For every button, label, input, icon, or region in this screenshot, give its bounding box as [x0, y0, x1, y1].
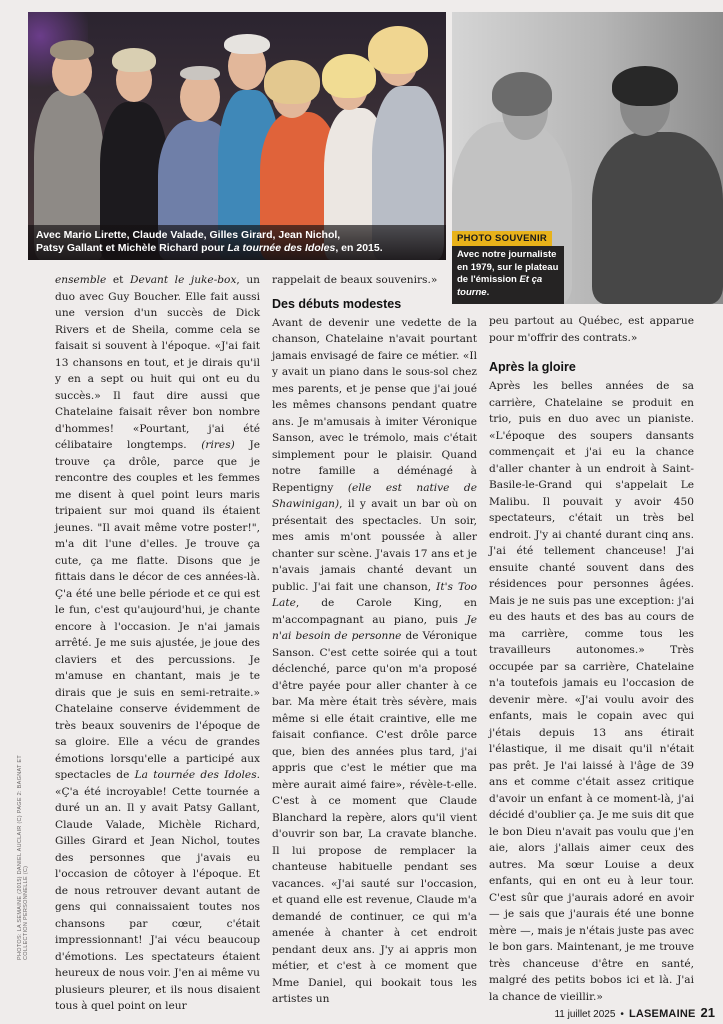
person-hair [224, 34, 270, 54]
article-column-3 [489, 313, 694, 1005]
person-hair [492, 72, 552, 116]
aside-text: (elle est native de Shawinigan) [272, 481, 477, 510]
caption-show-title: La tournée des Idoles [227, 242, 336, 254]
caption-text: Avec notre journaliste en 1979, sur le plateau de l'émission [457, 249, 559, 285]
section-heading: Des débuts modestes [272, 296, 402, 311]
body-text: Avant de devenir une vedette de la chanson, Chatelaine n'avait pourtant jamais envisagé de faire ce métier. «Il y avait un piano dans le sous-sol chez mes parents, et je pense que j'ai joué les mêmes chansons pendant quatre ans. Je m'amusais à imiter Véronique Sanson, avec le trémolo, mais c'était simplement pour le plaisir. Quand notre famille a déménagé à Repentigny [272, 316, 477, 494]
paragraph [272, 315, 477, 1008]
section-heading: Après la gloire [489, 360, 576, 374]
song-title: It's Too Late [272, 580, 477, 609]
caption-show-title: Et ça tourne [457, 274, 543, 298]
photo-credits: PHOTOS: LA SEMAINE (2015) DANIEL AUCLAIR (C) PAGE 2: BAGNAT ET COLLECTION PERSONNELLE (C) [17, 755, 29, 960]
aside-text: (rires) [201, 439, 235, 451]
person-hair [180, 66, 220, 80]
article-column-1 [55, 272, 260, 1015]
body-text: Je trouve ça drôle, parce que je rencontre des couples et les femmes me disent à quel point leurs maris tripaient sur moi quand ils étaient jeunes. "Il avait même votre poster!", m'a dit l'une d'elles. Je trouve ça cute, ça me flatte. Disons que je fittais dans le décor de ces années-là. Ç'a été une belle période et ce qui est le fun, c'est qu'aujourd'hui, je chante encore à l'occasion. Je n'ai jamais arrêté. Je me suis ajustée, je joue des claviers et des percussions. Je m'amuse en chantant, mais je te dirais que je suis en semi-retraite.» Chatelaine conserve évidemment de très beaux souvenirs de l'époque de sa gloire. Elle a vécu de grandes émotions lorsqu'elle a participé aux spectacles de [55, 439, 260, 781]
issue-date: 11 juillet 2025 [554, 1009, 616, 1020]
paragraph: Après les belles années de sa carrière, Chatelaine se produit en trio, puis en duo avec un pianiste. «L'époque des soupers dansants commençait et j'ai eu la chance d'aller chanter à un endroit à Saint-Basile-le-Grand qui s'appelait Le Malibu. Il pouvait y avoir 450 spectateurs, c'était un très bel endroit. J'y ai chanté durant cinq ans. J'ai été tellement chanceuse! J'ai ensuite chanté souvent dans des résidences pour personnes âgées. Mais je ne suis pas une exception: j'ai eu des hauts et des bas au cours de ma carrière, comme tous les travailleurs autonomes.» Très occupée par sa carrière, Chatelaine n'a toutefois jamais eu l'occasion de devenir mère. «J'ai voulu avoir des enfants, mais le copain avec qui j'étais depuis 13 ans étirait l'élastique, il me disait qu'il n'était pas prêt. Je l'ai laissé à l'âge de 39 ans et comme c'était assez critique d'avoir un enfant à ce moment-là, j'ai décidé d'oublier ça. Je me suis dit que le bon Dieu n'avait pas voulu que j'en aie, alors j'allais aimer ceux des autres. Ma sœur Louise a deux enfants, qui en ont eu à leur tour. C'est sûr que j'aurais adoré en avoir — je sais que j'aurais été une bonne mère —, mais je n'étais juste pas avec le bon gars. Maintenant, je me trouve très chanceuse d'être en santé, malgré des petits bobos ici et là. J'ai la chance de vieillir.» [489, 380, 694, 1003]
separator: • [620, 1009, 624, 1020]
page-footer [554, 1005, 715, 1020]
caption-text: Avec Mario Lirette, Claude Valade, Gilles Girard, Jean Nichol, [36, 229, 341, 241]
page-number: 21 [700, 1005, 715, 1020]
caption-text: Patsy Gallant et Michèle Richard pour [36, 242, 228, 254]
caption-text: , en 2015. [335, 242, 383, 254]
person-hair [368, 26, 428, 74]
paragraph: rappelait de beaux souvenirs.» [272, 274, 438, 286]
article-column-2 [272, 272, 477, 1008]
song-title: Devant le juke-box [129, 274, 237, 286]
person-hair [112, 48, 156, 72]
person-hair [612, 66, 678, 106]
body-text: et [106, 274, 130, 286]
body-text: de Véronique Sanson. C'est cette soirée qui a tout déclenché, parce qu'on m'a proposé d'être payée pour aller chanter à ce bar. Ma mère était très sévère, mais même si elle était craintive, elle me faisait confiance. C'est drôle parce que, bien des années plus tard, j'ai appris que c'est le métier que ma mère aurait aimé faire», révèle-t-elle. C'est à ce moment que Claude Blanchard la repère, alors qu'il vient d'ouvrir son bar, La cravate blanche. Il lui propose de remplacer la chanteuse habituelle pendant ses vacances. «J'ai sauté sur l'occasion, et quand elle est revenue, Claude m'a demandé de continuer, ce qui m'a amenée à chanter à cet endroit pendant deux ans. J'y ai appris mon métier, et c'est à ce moment que Mme Daniel, qui bookait tous les artistes un [272, 630, 477, 1005]
group-photo-caption [28, 225, 446, 260]
body-text: . «Ç'a été incroyable! Cette tournée a duré un an. Il y avait Patsy Gallant, Claude Valade, Michèle Richard, Gilles Girard et Jean Nichol, toutes des personnes que j'avais eu l'occasion de côtoyer à l'époque. Et de nous retrouver devant autant de gens qui connaissaient toutes nos chansons par cœur, c'était impressionnant! J'ai vécu beaucoup d'émotions. Les spectateurs étaient heureux de nous voir. J'en ai même vu plusieurs pleurer, et ils nous disaient tous à quel point on leur [55, 769, 261, 1012]
souvenir-photo-caption [452, 246, 564, 304]
person-hair [322, 54, 376, 98]
caption-line [36, 229, 438, 242]
paragraph [55, 272, 260, 1015]
magazine-name: LASEMAINE [628, 1008, 696, 1020]
caption-text: . [486, 286, 490, 298]
body-text: , de Carole King, en m'accompagnant au piano, puis [272, 597, 477, 626]
person-hair [50, 40, 94, 60]
body-text: , il y avait un bar où on présentait des spectacles. Un soir, mes amis m'ont poussée à aller chanter sur scène. J'avais 17 ans et je n'avais jamais chanté devant un public. J'ai fait une chanson, [272, 498, 477, 593]
song-title: Je n'ai besoin de personne [272, 613, 477, 642]
body-text: , un duo avec Guy Boucher. Elle fait aussi une version d'un succès de Dick Rivers et de Sheila, comme cela se faisait si souvent à l'époque. «J'ai fait 13 chansons en tout, et je dirais qu'il y en a sept ou huit qui ont eu du succès.» Il faut dire aussi que Chatelaine faisait rêver bon nombre d'hommes! «Pourtant, j'ai été célibataire longtemps. [55, 274, 261, 451]
group-photo [28, 12, 446, 260]
person-hair [264, 60, 320, 104]
show-title: La tournée des Idoles [134, 769, 257, 781]
photo-souvenir-badge: PHOTO SOUVENIR [452, 231, 552, 246]
paragraph: peu partout au Québec, est apparue pour m'offrir des contrats.» [489, 315, 694, 344]
caption-line [36, 242, 438, 255]
person-figure [592, 132, 723, 304]
song-title: ensemble [55, 274, 107, 286]
